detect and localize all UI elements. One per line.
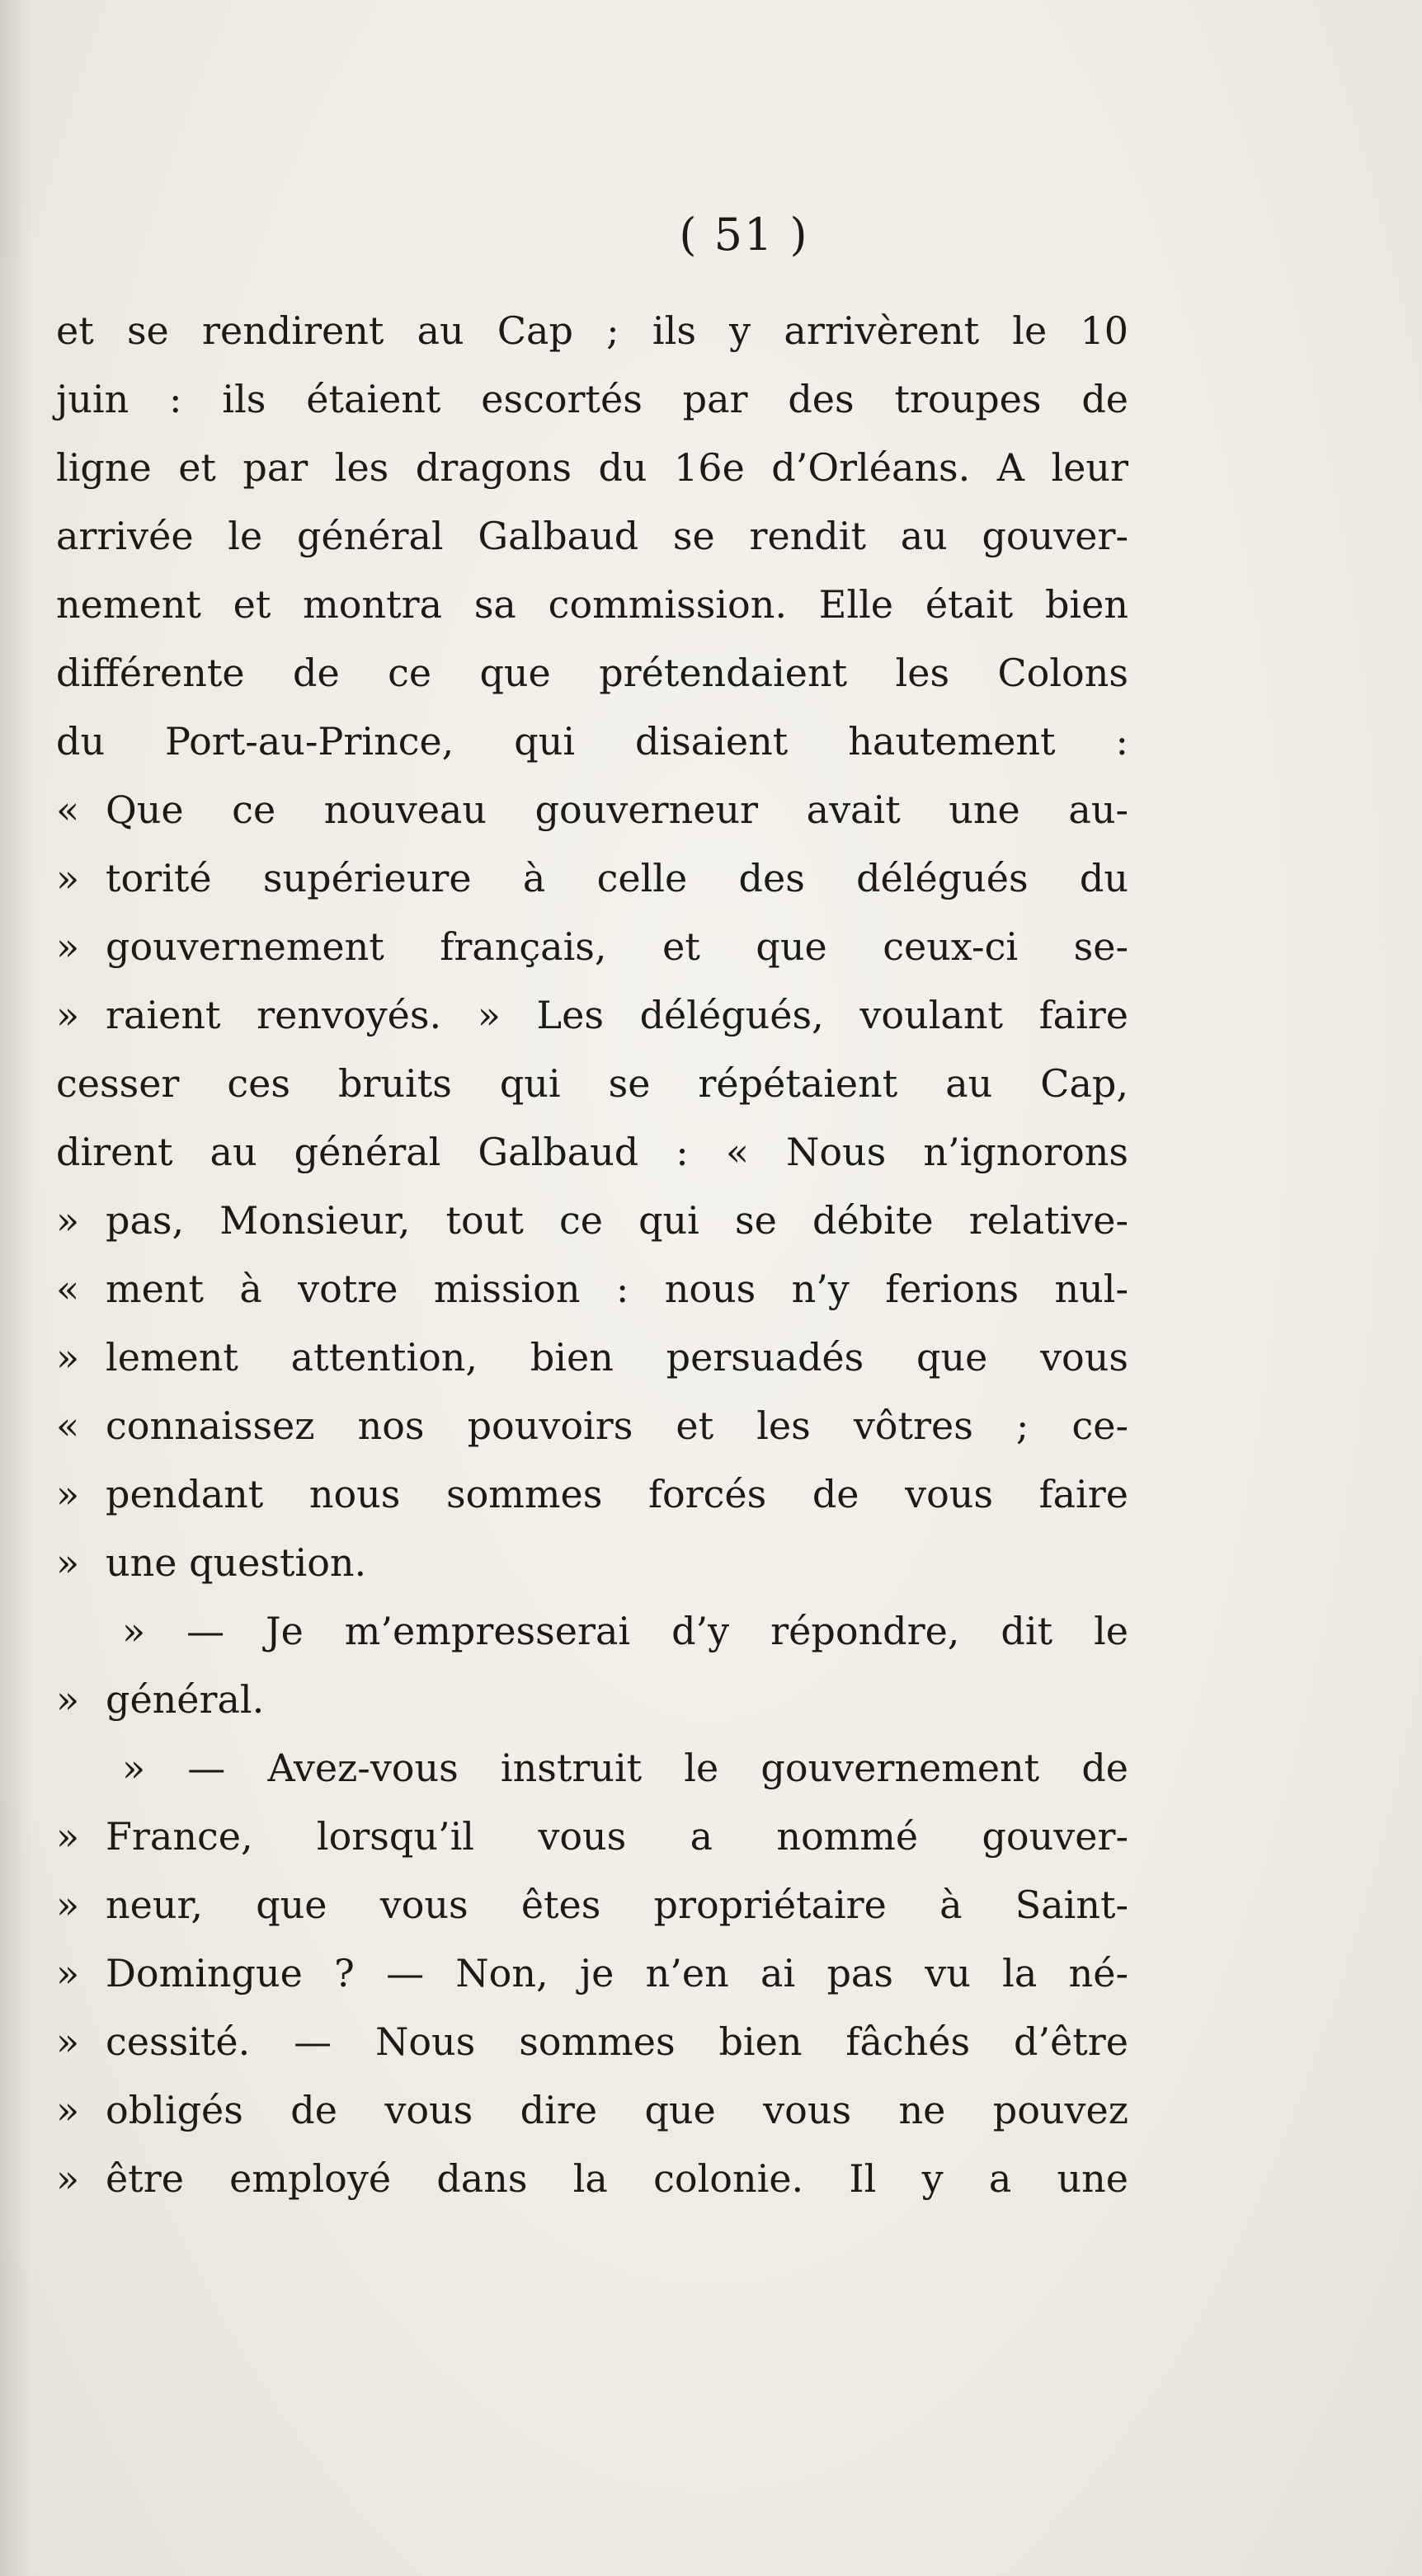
text-line <box>56 1666 1128 1734</box>
text-line <box>56 913 1128 981</box>
quote-mark: » <box>56 1883 80 1927</box>
line-text: Que ce nouveau gouverneur avait une au- <box>106 787 1128 832</box>
line-text: différente de ce que prétendaient les Colons <box>56 651 1128 695</box>
line-text: ment à votre mission : nous n’y ferions nul- <box>106 1267 1128 1311</box>
quote-mark: « <box>56 787 80 832</box>
text-line <box>56 1118 1128 1187</box>
text-line <box>56 1187 1128 1255</box>
line-text: Domingue ? — Non, je n’en ai pas vu la né- <box>106 1951 1128 1995</box>
line-text: torité supérieure à celle des délégués du <box>106 856 1128 900</box>
line-text: France, lorsqu’il vous a nommé gouver- <box>106 1814 1128 1859</box>
text-line <box>56 1939 1128 2008</box>
text-line <box>56 1050 1128 1118</box>
line-text: ligne et par les dragons du 16e d’Orléans. A leur <box>56 445 1128 490</box>
text-line <box>56 1803 1128 1871</box>
text-line <box>56 502 1128 571</box>
quote-mark: » <box>56 1198 80 1243</box>
body-text <box>56 297 1128 2213</box>
text-line <box>56 1529 1128 1597</box>
quote-mark: « <box>56 1267 80 1311</box>
quote-mark: » <box>56 1335 80 1380</box>
text-line <box>56 844 1128 913</box>
quote-mark: » <box>56 1951 80 1995</box>
line-text: raient renvoyés. » Les délégués, voulant faire <box>106 993 1128 1037</box>
line-text: obligés de vous dire que vous ne pouvez <box>106 2088 1128 2132</box>
text-line <box>56 365 1128 434</box>
quote-mark: » <box>56 2156 80 2201</box>
text-line <box>56 1734 1128 1803</box>
line-text: une question. <box>106 1540 367 1585</box>
quote-mark: » <box>56 2019 80 2064</box>
text-line <box>56 434 1128 502</box>
line-text: gouvernement français, et que ceux-ci se- <box>106 924 1128 969</box>
line-text: du Port-au-Prince, qui disaient hautement : <box>56 719 1128 764</box>
line-text: dirent au général Galbaud : « Nous n’ignorons <box>56 1130 1128 1174</box>
line-text: pas, Monsieur, tout ce qui se débite relative- <box>106 1198 1128 1243</box>
text-line <box>56 776 1128 844</box>
line-text: neur, que vous êtes propriétaire à Saint- <box>106 1883 1128 1927</box>
page-number: ( 51 ) <box>679 209 809 261</box>
quote-mark: » <box>56 993 80 1037</box>
line-text: arrivée le général Galbaud se rendit au gouver- <box>56 514 1128 558</box>
line-text: cessité. — Nous sommes bien fâchés d’être <box>106 2019 1128 2064</box>
quote-mark: » <box>56 1540 80 1585</box>
text-line <box>56 1255 1128 1323</box>
text-line <box>56 1871 1128 1939</box>
binding-shadow <box>0 0 33 2576</box>
line-text: juin : ils étaient escortés par des troupes de <box>56 377 1128 421</box>
quote-mark: » <box>56 1814 80 1859</box>
line-text: lement attention, bien persuadés que vous <box>106 1335 1128 1380</box>
line-text: connaissez nos pouvoirs et les vôtres ; ce- <box>106 1403 1128 1448</box>
line-text: » — Je m’empresserai d’y répondre, dit le <box>122 1609 1128 1653</box>
text-line <box>56 2008 1128 2076</box>
text-line <box>56 1460 1128 1529</box>
text-line <box>56 2076 1128 2145</box>
text-line <box>56 981 1128 1050</box>
text-line <box>56 1392 1128 1460</box>
quote-mark: » <box>56 1677 80 1722</box>
text-line <box>56 1323 1128 1392</box>
line-text: pendant nous sommes forcés de vous faire <box>106 1472 1128 1516</box>
quote-mark: « <box>56 1403 80 1448</box>
line-text: cesser ces bruits qui se répétaient au Cap, <box>56 1061 1128 1106</box>
text-line <box>56 297 1128 365</box>
quote-mark: » <box>56 2088 80 2132</box>
text-line <box>56 639 1128 707</box>
line-text: et se rendirent au Cap ; ils y arrivèrent le 10 <box>56 308 1128 353</box>
quote-mark: » <box>56 1472 80 1516</box>
line-text: nement et montra sa commission. Elle était bien <box>56 582 1128 627</box>
text-line <box>56 571 1128 639</box>
line-text: général. <box>106 1677 265 1722</box>
line-text: » — Avez-vous instruit le gouvernement de <box>122 1746 1128 1790</box>
text-line <box>56 1597 1128 1666</box>
text-line <box>56 707 1128 776</box>
line-text: être employé dans la colonie. Il y a une <box>106 2156 1128 2201</box>
quote-mark: » <box>56 856 80 900</box>
text-line <box>56 2145 1128 2213</box>
quote-mark: » <box>56 924 80 969</box>
